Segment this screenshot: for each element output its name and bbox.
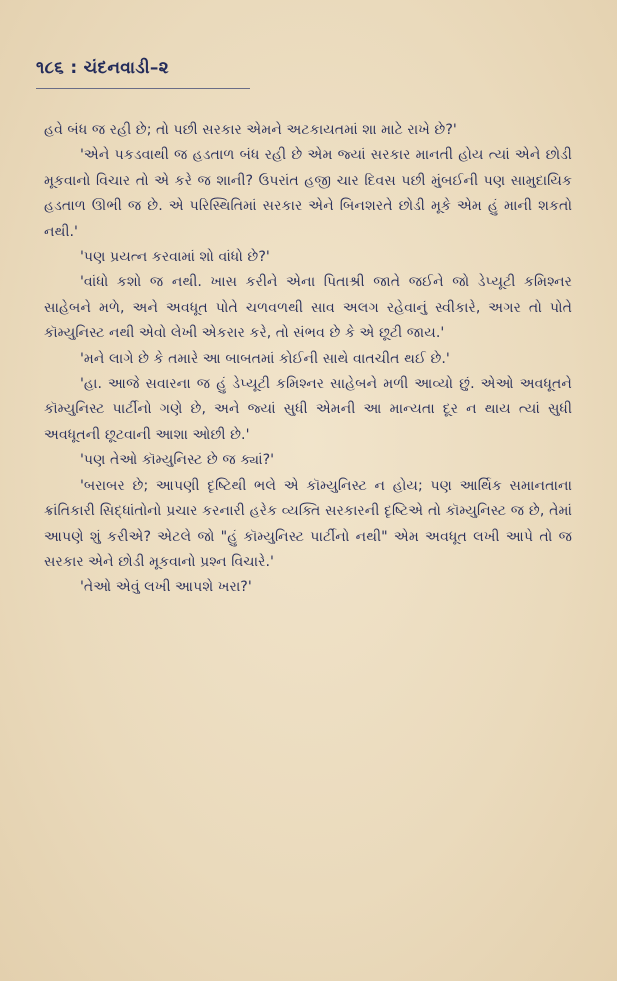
- paragraph: 'પણ તેઓ કૉમ્યુનિસ્ટ છે જ ક્યાં?': [80, 452, 275, 469]
- paragraph: 'વાંધો કશો જ નથી. ખાસ કરીને એના પિતાશ્રી જાતે જઈને જો ડેપ્યૂટી કમિશ્નર સાહેબને મળે, અને અવધૂત પોતે ચળવળથી સાવ અલગ રહેવાનું સ્વીકારે, અગર તો પોતે કૉમ્યુનિસ્ટ નથી એવો લેખી એકરાર કરે, તો સંભવ છે કે એ છૂટી જાય.': [44, 274, 572, 342]
- body-text: [44, 118, 572, 601]
- paragraph: 'મને લાગે છે કે તમારે આ બાબતમાં કોઈની સાથે વાતચીત થઈ છે.': [80, 350, 450, 367]
- paragraph: 'તેઓ એવું લખી આપશે ખરા?': [80, 579, 252, 596]
- running-header: ૧૮૬ : ચંદનવાડી–૨: [36, 58, 169, 78]
- paragraph: હવે બંધ જ રહી છે; તો પછી સરકાર એમને અટકાયતમાં શા માટે રાખે છે?': [44, 122, 457, 138]
- paragraph: 'પણ પ્રયત્ન કરવામાં શો વાંધો છે?': [80, 249, 270, 266]
- header-underline: [36, 88, 250, 89]
- paragraph: 'એને પકડવાથી જ હડતાળ બંધ રહી છે એમ જ્યાં સરકાર માનતી હોય ત્યાં એને છોડી મૂકવાનો વિચાર તો એ કરે જ શાની? ઉપરાંત હજી ચાર દિવસ પછી મુંબઈની પણ સામુદાયિક હડતાળ ઊભી જ છે. એ પરિસ્થિતિમાં સરકાર એને બિનશરતે છોડી મૂકે એમ હું માની શકતો નથી.': [44, 147, 572, 240]
- paragraph: 'હા. આજે સવારના જ હું ડેપ્યૂટી કમિશ્નર સાહેબને મળી આવ્યો છું. એઓ અવધૂતને કૉમ્યુનિસ્ટ પાર્ટીનો ગણે છે, અને જ્યાં સુધી એમની આ માન્યતા દૂર ન થાય ત્યાં સુધી અવધૂતની છૂટવાની આશા ઓછી છે.': [44, 376, 572, 443]
- paragraph: 'બરાબર છે; આપણી દૃષ્ટિથી ભલે એ કૉમ્યુનિસ્ટ ન હોય; પણ આર્થિક સમાનતાના ક્રાંતિકારી સિદ્ધાંતોનો પ્રચાર કરનારી હરેક વ્યક્તિ સરકારની દૃષ્ટિએ તો કૉમ્યુનિસ્ટ જ છે, તેમાં આપણે શું કરીએ? એટલે જો "હું કૉમ્યુનિસ્ટ પાર્ટીનો નથી" એમ અવધૂત લખી આપે તો જ સરકાર એને છોડી મૂકવાનો પ્રશ્ન વિચારે.': [44, 477, 572, 570]
